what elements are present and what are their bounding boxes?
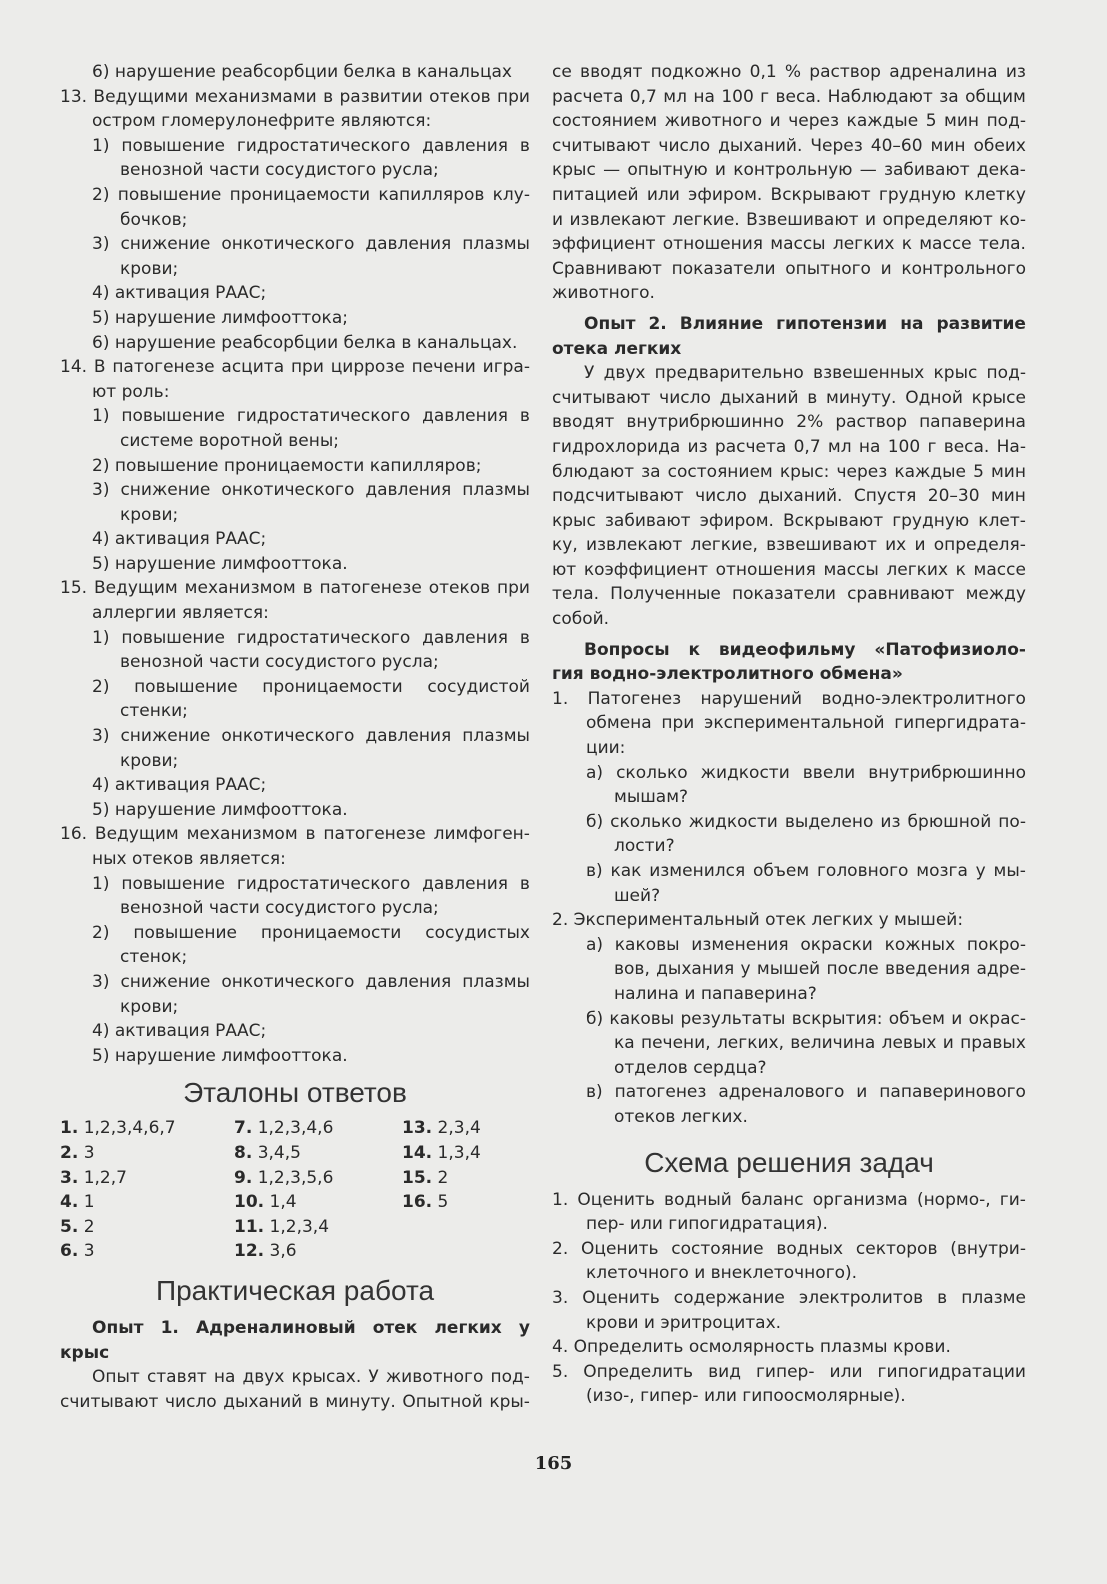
- answer-number: 6.: [60, 1241, 79, 1262]
- answer-value: 1: [78, 1192, 95, 1213]
- text-line: 5) нарушение лимфооттока.: [92, 553, 348, 574]
- text-line: 4) активация РААС;: [92, 775, 267, 796]
- answer-entry: [234, 1116, 402, 1141]
- text-line: бочков;: [120, 209, 188, 230]
- answer-entry: [60, 1239, 234, 1264]
- answer-number: 4.: [60, 1192, 79, 1213]
- text-line: 2. Оценить состояние водных секторов (внутри-: [552, 1238, 1026, 1259]
- answer-value: 1,2,7: [78, 1167, 127, 1188]
- answer-value: 1,2,3,4,6: [252, 1118, 334, 1139]
- text-line: крыс — опытную и контрольную — забивают дека-: [552, 160, 1026, 181]
- text-line: отеков легких.: [614, 1106, 748, 1127]
- text-line: крови;: [120, 750, 179, 771]
- answer-number: 14.: [402, 1142, 433, 1163]
- answer-value: 3: [78, 1142, 95, 1163]
- answer-value: 2,3,4: [432, 1118, 481, 1139]
- answer-number: 1.: [60, 1118, 79, 1139]
- answer-value: 3,6: [264, 1241, 297, 1262]
- text-line: 5) нарушение лимфооттока.: [92, 1045, 348, 1066]
- text-line: стенок;: [120, 947, 188, 968]
- text-line: вов, дыхания у мышей после введения адре-: [614, 959, 1026, 980]
- text-line: ных отеков является:: [92, 849, 286, 869]
- text-line: венозной части сосудистого русла;: [120, 160, 439, 181]
- answer-key-column: [402, 1116, 530, 1264]
- text-line: крыс забивают эфиром. Вскрывают грудную клет-: [552, 510, 1026, 531]
- text-line: 4) активация РААС;: [92, 1021, 267, 1042]
- text-line: Сравнивают показатели опытного и контрольного: [552, 258, 1026, 279]
- text-line: считывают число дыханий в минуту. Одной крысе: [552, 387, 1026, 408]
- answer-number: 10.: [234, 1192, 265, 1213]
- text-line: а) сколько жидкости ввели внутрибрюшинно: [586, 762, 1026, 783]
- text-line: 4) активация РААС;: [92, 529, 267, 550]
- answer-number: 13.: [402, 1118, 433, 1139]
- text-line: подсчитывают число дыханий. Спустя 20–30 мин: [552, 486, 1026, 507]
- text-line: собой.: [552, 609, 610, 630]
- text-line: обмена при экспериментальной гипергидрата-: [586, 713, 1026, 734]
- answer-value: 1,3,4: [432, 1142, 481, 1163]
- answer-value: 1,2,3,4: [264, 1216, 330, 1237]
- text-line: 5) нарушение лимфооттока;: [92, 307, 348, 328]
- answer-value: 1,2,3,4,6,7: [78, 1118, 176, 1139]
- text-line: ют коэффициент отношения массы легких к массе: [552, 559, 1026, 580]
- text-line: 16. Ведущим механизмом в патогенезе лимфоген-: [60, 824, 530, 845]
- text-line: остром гломерулонефрите являются:: [92, 111, 432, 132]
- answer-entry: [60, 1116, 234, 1141]
- text-line: в) патогенез адреналового и папаверинового: [586, 1082, 1026, 1103]
- answer-entry: [60, 1166, 234, 1191]
- answer-entry: [402, 1166, 530, 1191]
- answer-number: 3.: [60, 1167, 79, 1188]
- section-subheading-line: Опыт 2. Влияние гипотензии на развитие: [584, 313, 1026, 334]
- text-line: состоянием животного и через каждые 5 мин под-: [552, 111, 1026, 132]
- answer-entry: [60, 1215, 234, 1240]
- text-line: се вводят подкожно 0,1 % раствор адреналина из: [552, 62, 1026, 82]
- text-line: лости?: [614, 836, 675, 857]
- answer-value: 1,2,3,5,6: [252, 1167, 334, 1188]
- answer-key-column: [234, 1116, 402, 1264]
- text-line: а) каковы изменения окраски кожных покро-: [586, 934, 1026, 955]
- section-heading: Схема решения задач: [644, 1146, 934, 1178]
- text-line: Опыт ставят на двух крысах. У животного под-: [92, 1367, 530, 1388]
- section-subheading-line: Опыт 1. Адреналиновый отек легких у: [92, 1317, 530, 1338]
- text-line: 1) повышение гидростатического давления в: [92, 135, 530, 156]
- text-line: эффициент отношения массы легких к массе тела.: [552, 234, 1026, 255]
- text-line: 6) нарушение реабсорбции белка в канальцах: [92, 62, 512, 82]
- text-line: 2) повышение проницаемости капилляров;: [92, 455, 482, 476]
- text-line: стенки;: [120, 701, 188, 722]
- answer-entry: [234, 1239, 402, 1264]
- answer-entry: [234, 1190, 402, 1215]
- text-line: пер- или гипогидратация).: [586, 1214, 828, 1235]
- text-line: вводят внутрибрюшинно 2% раствор папаверина: [552, 412, 1026, 433]
- text-line: мышам?: [614, 787, 689, 808]
- text-line: 13. Ведущими механизмами в развитии отеков при: [60, 86, 530, 107]
- text-line: 4) активация РААС;: [92, 283, 267, 304]
- answer-key-column: [60, 1116, 234, 1264]
- text-line: тела. Полученные показатели сравнивают между: [552, 584, 1026, 605]
- text-line: 1) повышение гидростатического давления в: [92, 627, 530, 648]
- answer-number: 5.: [60, 1216, 79, 1237]
- text-line: 1. Патогенез нарушений водно-электролитного: [552, 688, 1026, 709]
- text-line: в) как изменился объем головного мозга у мы-: [586, 861, 1026, 881]
- text-line: шей?: [614, 885, 661, 906]
- text-line: 1) повышение гидростатического давления в: [92, 406, 530, 427]
- text-line: крови и эритроцитах.: [586, 1312, 782, 1333]
- text-line: ции:: [586, 738, 626, 759]
- text-line: 4. Определить осмолярность плазмы крови.: [552, 1337, 951, 1358]
- text-line: венозной части сосудистого русла;: [120, 652, 439, 673]
- answer-value: 2: [432, 1167, 449, 1188]
- answer-number: 16.: [402, 1192, 433, 1213]
- text-line: блюдают за состоянием крыс: через каждые 5 мин: [552, 461, 1026, 482]
- answer-number: 11.: [234, 1216, 265, 1237]
- section-heading: Эталоны ответов: [183, 1077, 407, 1109]
- text-line: ка печени, легких, величина левых и правых: [614, 1033, 1026, 1054]
- page-number: 165: [534, 1453, 573, 1474]
- text-line: 15. Ведущим механизмом в патогенезе отеков при: [60, 578, 530, 599]
- section-subheading-line: гия водно-электролитного обмена»: [552, 664, 903, 685]
- text-line: 2) повышение проницаемости капилляров клу-: [92, 184, 530, 205]
- text-line: б) сколько жидкости выделено из брюшной по-: [586, 811, 1026, 832]
- section-subheading-line: Вопросы к видеофильму «Патофизиоло-: [584, 639, 1026, 660]
- answer-number: 9.: [234, 1167, 253, 1188]
- text-line: и извлекают легкие. Взвешивают и определяют ко-: [552, 209, 1026, 230]
- answer-entry: [60, 1141, 234, 1166]
- section-subheading-line: отека легких: [552, 338, 682, 359]
- text-line: 2) повышение проницаемости сосудистой: [92, 676, 530, 697]
- section-subheading-line: крыс: [60, 1342, 110, 1363]
- text-line: 2) повышение проницаемости сосудистых: [92, 922, 530, 943]
- answer-value: 3,4,5: [252, 1142, 301, 1163]
- text-line: 5. Определить вид гипер- или гипогидратации: [552, 1361, 1026, 1382]
- text-line: 3) снижение онкотического давления плазмы: [92, 726, 530, 747]
- answer-number: 15.: [402, 1167, 433, 1188]
- text-line: расчета 0,7 мл на 100 г веса. Наблюдают за общим: [552, 86, 1026, 107]
- text-line: (изо-, гипер- или гипоосмолярные).: [586, 1386, 906, 1407]
- text-line: 6) нарушение реабсорбции белка в канальцах.: [92, 332, 518, 353]
- text-line: гидрохлорида из расчета 0,7 мл на 100 г веса. На-: [552, 436, 1026, 457]
- text-line: аллергии является:: [92, 603, 269, 624]
- text-line: 5) нарушение лимфооттока.: [92, 799, 348, 820]
- text-line: 3. Оценить содержание электролитов в плазме: [552, 1287, 1026, 1308]
- text-line: б) каковы результаты вскрытия: объем и окрас-: [586, 1008, 1026, 1029]
- answer-value: 3: [78, 1241, 95, 1262]
- text-line: 3) снижение онкотического давления плазмы: [92, 480, 530, 501]
- answer-number: 2.: [60, 1142, 79, 1163]
- text-line: 2. Экспериментальный отек легких у мышей:: [552, 910, 964, 931]
- text-line: венозной части сосудистого русла;: [120, 898, 439, 919]
- text-line: крови;: [120, 504, 179, 525]
- left-column: [60, 60, 530, 1414]
- text-line: клеточного и внеклеточного).: [586, 1263, 858, 1284]
- answer-number: 12.: [234, 1241, 265, 1262]
- answer-number: 8.: [234, 1142, 253, 1163]
- answer-entry: [234, 1141, 402, 1166]
- text-line: считывают число дыханий в минуту. Опытной кры-: [60, 1391, 530, 1412]
- text-line: считывают число дыханий. Через 40–60 мин обеих: [552, 135, 1026, 156]
- answer-number: 7.: [234, 1118, 253, 1139]
- text-line: крови;: [120, 258, 179, 279]
- answer-entry: [402, 1141, 530, 1166]
- text-line: У двух предварительно взвешенных крыс под-: [584, 363, 1026, 384]
- right-column: [552, 60, 1026, 1409]
- answer-entry: [402, 1116, 530, 1141]
- text-line: 14. В патогенезе асцита при циррозе печени игра-: [60, 357, 530, 378]
- text-line: питацией или эфиром. Вскрывают грудную клетку: [552, 184, 1026, 205]
- answer-entry: [234, 1166, 402, 1191]
- text-line: 1) повышение гидростатического давления в: [92, 873, 530, 894]
- text-line: животного.: [552, 283, 655, 304]
- answer-value: 5: [432, 1192, 449, 1213]
- text-line: ку, извлекают легкие, взвешивают их и определя-: [552, 535, 1026, 556]
- text-line: крови;: [120, 996, 179, 1017]
- answer-entry: [60, 1190, 234, 1215]
- text-line: системе воротной вены;: [120, 430, 340, 451]
- text-line: 3) снижение онкотического давления плазмы: [92, 971, 530, 992]
- answer-value: 2: [78, 1216, 95, 1237]
- answer-key-grid: [60, 1116, 530, 1264]
- text-line: ют роль:: [92, 381, 170, 402]
- text-line: налина и папаверина?: [614, 983, 817, 1004]
- text-line: 3) снижение онкотического давления плазмы: [92, 234, 530, 255]
- text-line: отделов сердца?: [614, 1057, 767, 1078]
- text-line: 1. Оценить водный баланс организма (нормо-, ги-: [552, 1189, 1026, 1210]
- section-heading: Практическая работа: [155, 1274, 435, 1306]
- answer-value: 1,4: [264, 1192, 297, 1213]
- answer-entry: [234, 1215, 402, 1240]
- answer-entry: [402, 1190, 530, 1215]
